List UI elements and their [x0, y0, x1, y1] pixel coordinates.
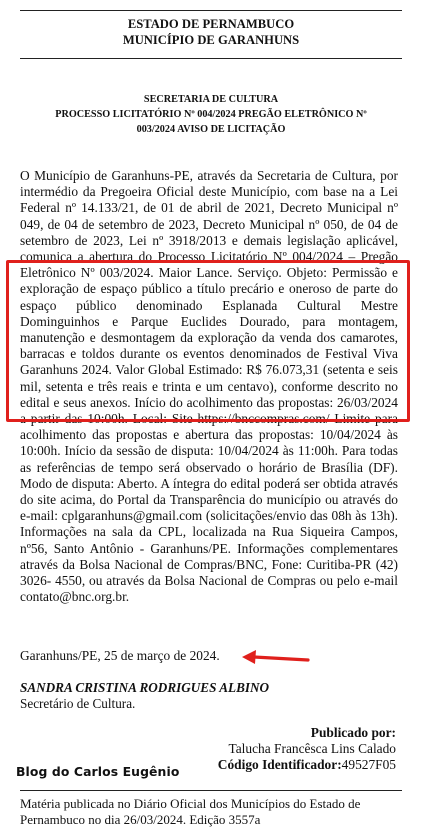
department-title: SECRETARIA DE CULTURA	[143, 94, 279, 105]
top-rule	[20, 10, 402, 11]
publication-block	[218, 725, 396, 773]
document-header	[20, 16, 402, 48]
code-label: Código Identificador:	[217, 757, 342, 772]
signer-block	[20, 680, 269, 712]
red-arrow-icon	[240, 648, 312, 668]
body-part-intro: O Município de Garanhuns-PE, através da Secretaria de Cultura, por intermédio da Pregoeira Oficial deste Município, com base na a Lei Federal nº 14.133/21, de 01 de abril de 2021, Decreto Municipal nº 049, de 04 de setembro de 2023, Decreto Municipal nº 050, de 04 de setembro de 2023, Lei nº 3918/2013 e demais legislação aplicável, comunica a abertura	[20, 168, 398, 265]
publisher-name: Talucha Francêsca Lins Calado	[228, 741, 396, 756]
footer-note: Matéria publicada no Diário Oficial dos Municípios do Estado de Pernambuco no dia 26/03/2024. Edição 3557a	[20, 796, 361, 827]
header-rule	[20, 58, 402, 59]
process-title-line1: PROCESSO LICITATÓRIO Nº 004/2024 PREGÃO ELETRÔNICO Nº	[55, 109, 367, 120]
body-part-details: anexos. Início do acolhimento das propostas: 26/03/2024 a partir das 10:00h. Local: Site https://bnccompras.com/ Limite para acolhimento das propostas e abertura das propostas: 10/04/2024 às 10:00h. Início da sessão de disputa: 10/04/2024 às 11:00h. Para todas as referências de tempo será observado o horário de Brasília (DF). Modo de disputa: Aberto. A íntegra do edital poderá ser obtida através do site acima, do Portal da Transparência do município ou através do e-mail: cplgaranhuns@gmail.com (solicitações/envio das 08h às 13h). Informações na sala da CPL, localizada na Rua Siqueira Campos, nº56, Santo Antônio - Garanhuns/PE. Informações complementares através da Bolsa Nacional de Compras/BNC, Fone: Curitiba-PR (42) 3026- 4550, ou através da Bolsa Nacional de Compras ou pelo e-mail contato@bnc.org.br.	[20, 394, 398, 605]
state-title: ESTADO DE PERNAMBUCO	[127, 17, 295, 31]
footer-rule	[20, 790, 402, 791]
notice-body	[20, 168, 398, 605]
blog-watermark: Blog do Carlos Eugênio	[16, 764, 180, 779]
body-part-object: do Processo Licitatório Nº 004/2024 – Pregão Eletrônico Nº 003/2024. Maior Lance. Serviço. Objeto: Permissão e exploração de espaço público a título precário e oneroso de parte do espaço público denominado Esplanada Cultural Mestre Dominguinhos e Parque Euclides Dourado, para montagem, manutenção e desmontagem da exploração da venda dos camarotes, barracas e toldos durante os eventos denominados de Festival Viva Garanhuns 2024. Valor Global Estimado: R$ 76.073,31 (setenta e seis mil, setenta e três reais e trinta e um centavo), conforme descrito no edital e seus	[20, 249, 398, 410]
department-block	[20, 92, 402, 137]
municipality-title: MUNICÍPIO DE GARANHUNS	[122, 33, 300, 47]
signer-name: SANDRA CRISTINA RODRIGUES ALBINO	[20, 680, 270, 695]
signer-role: Secretário de Cultura.	[20, 696, 136, 711]
code-value: 49527F05	[341, 757, 396, 772]
date-line: Garanhuns/PE, 25 de março de 2024.	[20, 648, 220, 663]
process-title-line2: 003/2024 AVISO DE LICITAÇÃO	[136, 124, 286, 135]
published-by-label: Publicado por:	[310, 725, 396, 740]
